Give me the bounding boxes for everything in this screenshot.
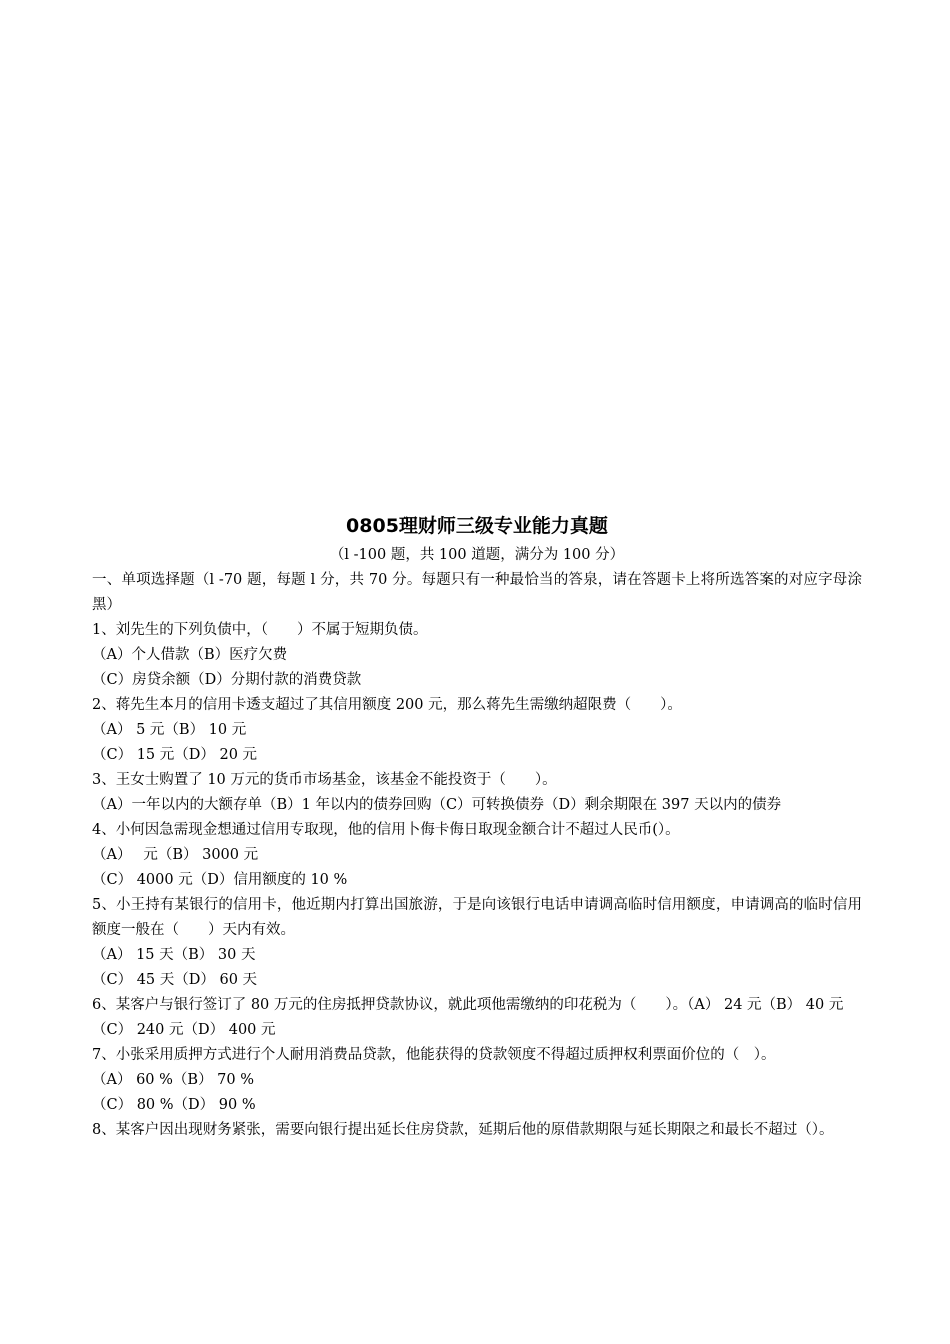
question-6-options-cd: （C） 240 元（D） 400 元 — [92, 1022, 276, 1038]
question-7: 7、小张采用质押方式进行个人耐用消费品贷款，他能获得的贷款领度不得超过质押权利票面价位的（ ）。 — [92, 1047, 776, 1063]
question-2: 2、蒋先生本月的信用卡透支超过了其信用额度 200 元，那么蒋先生需缴纳超限费（ ）。 — [92, 697, 682, 713]
question-3: 3、王女士购置了 10 万元的货币市场基金，该基金不能投资于（ ）。 — [92, 772, 557, 788]
question-5: 5、小王持有某银行的信用卡，他近期内打算出国旅游，于是向该银行电话申请调高临时信用额度，申请调高的临时信用额度一般在（ ）天内有效。 — [92, 897, 862, 938]
question-3-options: （A）一年以内的大额存单（B）1 年以内的债券回购（C）可转换债券（D）剩余期限在 397 天以内的债券 — [92, 797, 782, 813]
question-5-options-ab: （A） 15 天（B） 30 天 — [92, 947, 256, 963]
document-subtitle: （l -100 题，共 100 道题，满分为 100 分） — [329, 547, 625, 563]
question-6: 6、某客户与银行签订了 80 万元的住房抵押贷款协议，就此项他需缴纳的印花税为（ ）。（A） 24 元（B） 40 元 — [92, 997, 844, 1013]
question-4-options-cd: （C） 4000 元（D）信用额度的 10 % — [92, 872, 348, 888]
question-5-options-cd: （C） 45 天（D） 60 天 — [92, 972, 258, 988]
question-2-options-cd: （C） 15 元（D） 20 元 — [92, 747, 258, 763]
question-4: 4、小何因急需现金想通过信用专取现，他的信用卜侮卡侮日取现金额合计不超过人民币(）。 — [92, 822, 680, 838]
question-list — [92, 568, 862, 1143]
question-7-options-cd: （C） 80 %（D） 90 % — [92, 1097, 256, 1113]
question-2-options-ab: （A） 5 元（B） 10 元 — [92, 722, 247, 738]
question-1: 1、刘先生的下列负债中，（ ）不属于短期负债。 — [92, 622, 428, 638]
question-1-options-ab: （A）个人借款（B）医疗欠费 — [92, 647, 288, 663]
question-7-options-ab: （A） 60 %（B） 70 % — [92, 1072, 255, 1088]
section-heading: 一、单项选择题（l -70 题，每题 l 分，共 70 分。每题只有一种最恰当的答泉，请在答题卡上将所选答案的对应字母涂黑） — [92, 572, 862, 613]
document-page — [92, 509, 862, 1143]
question-8: 8、某客户因出现财务紧张，需要向银行提出延长住房贷款，延期后他的原借款期限与延长期限之和最长不超过（）。 — [92, 1122, 834, 1138]
document-title: 0805理财师三级专业能力真题 — [346, 515, 608, 537]
question-1-options-cd: （C）房贷余额（D）分期付款的消费贷款 — [92, 672, 362, 688]
question-4-options-ab: （A） 元（B） 3000 元 — [92, 847, 259, 863]
